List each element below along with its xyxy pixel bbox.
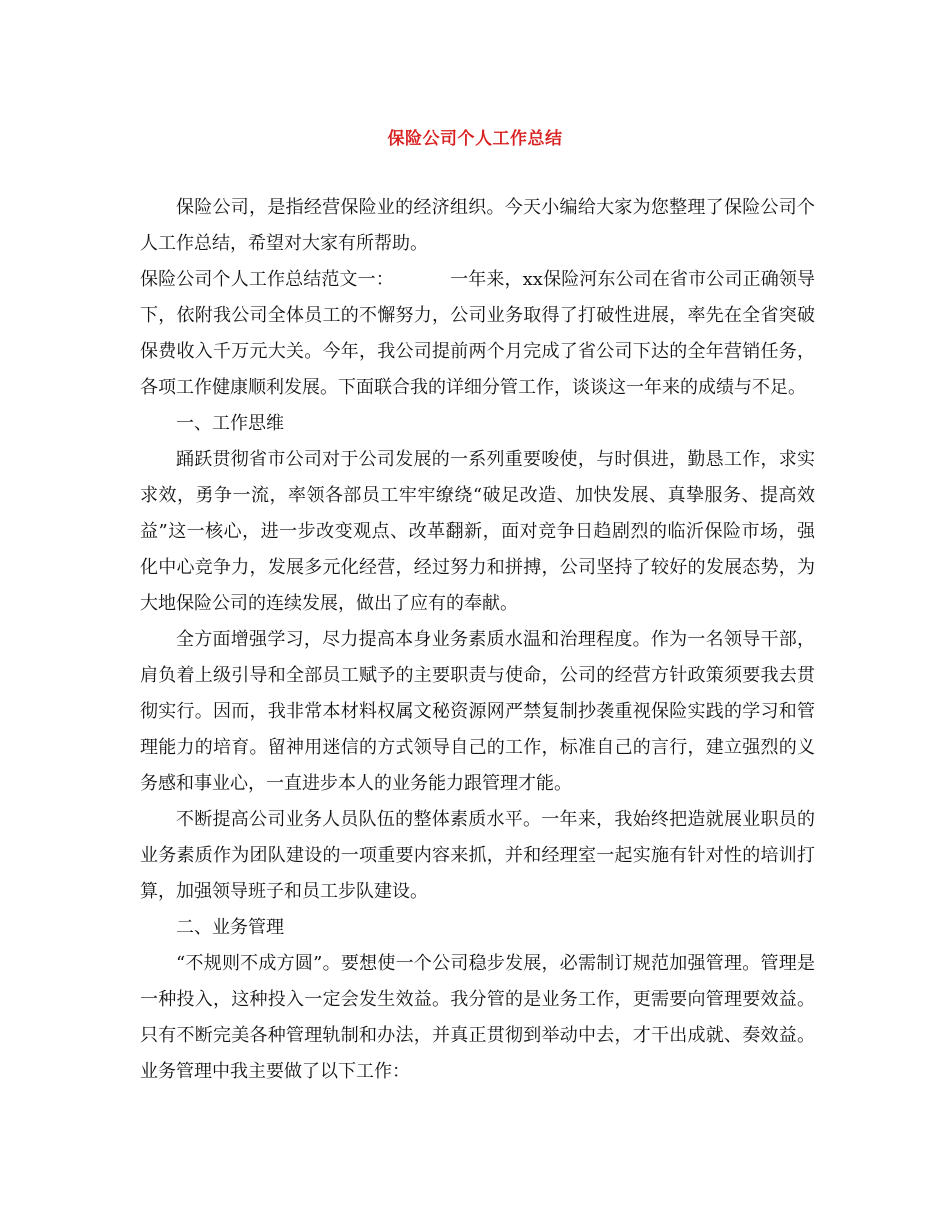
sample-paragraph [140,262,815,406]
intro-paragraph: 保险公司，是指经营保险业的经济组织。今天小编给大家为您整理了保险公司个人工作总结，希望对大家有所帮助。 [140,197,815,254]
sample-body: 一年来，xx保险河东公司在省市公司正确领导下，依附我公司全体员工的不懈努力，公司业务取得了打破性进展，率先在全省突破保费收入千万元大关。今年，我公司提前两个月完成了省公司下达的全年营销任务，各项工作健康顺利发展。下面联合我的详细分管工作，谈谈这一年来的成绩与不足。 [140,269,815,398]
sample-label: 保险公司个人工作总结范文一： [140,269,394,290]
section-heading-2: 二、业务管理 [176,917,284,938]
paragraph-3: 不断提高公司业务人员队伍的整体素质水平。一年来，我始终把造就展业职员的业务素质作为团队建设的一项重要内容来抓，并和经理室一起实施有针对性的培训打算，加强领导班子和员工步队建设。 [140,809,815,902]
paragraph-4: “不规则不成方圆”。要想使一个公司稳步发展，必需制订规范加强管理。管理是一种投入，这种投入一定会发生效益。我分管的是业务工作，更需要向管理要效益。只有不断完美各种管理轨制和办法，并真正贯彻到举动中去，才干出成就、奏效益。业务管理中我主要做了以下工作： [140,953,815,1082]
paragraph-1: 踊跃贯彻省市公司对于公司发展的一系列重要唆使，与时俱进，勤恳工作，求实求效，勇争一流，率领各部员工牢牢缭绕“破足改造、加快发展、真挚服务、提高效益”这一核心，进一步改变观点、改革翻新，面对竞争日趋剧烈的临沂保险市场，强化中心竞争力，发展多元化经营，经过努力和拼搏，公司坚持了较好的发展态势，为大地保险公司的连续发展，做出了应有的奉献。 [140,449,815,614]
document-body [140,190,815,1090]
document-title: 保险公司个人工作总结 [387,129,563,149]
paragraph-2: 全方面增强学习，尽力提高本身业务素质水温和治理程度。作为一名领导干部，肩负着上级引导和全部员工赋予的主要职责与使命，公司的经营方针政策须要我去贯彻实行。因而，我非常本材料权属文秘资源网严禁复制抄袭重视保险实践的学习和管理能力的培育。留神用迷信的方式领导自己的工作，标准自己的言行，建立强烈的义务感和事业心，一直进步本人的业务能力跟管理才能。 [140,629,815,794]
section-heading-1: 一、工作思维 [176,413,284,434]
